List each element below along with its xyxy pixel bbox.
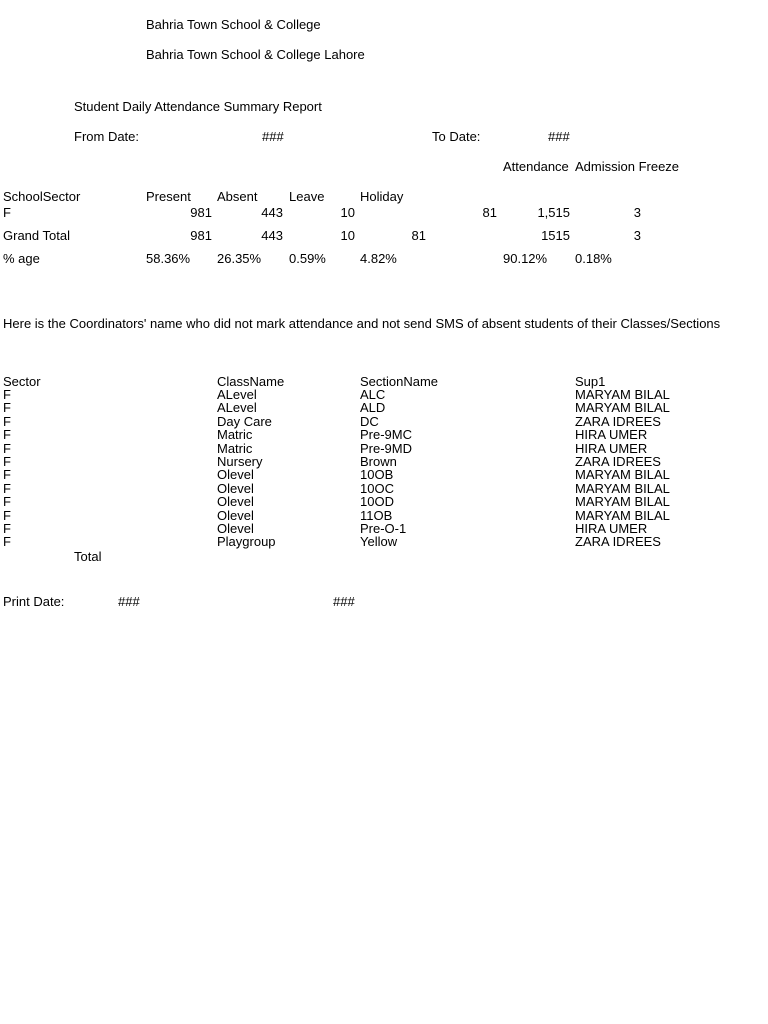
table-row-section-name: ALC: [360, 387, 386, 402]
grand-total-present: 981: [190, 228, 212, 243]
table-row-sector: F: [3, 387, 11, 402]
report-title: Student Daily Attendance Summary Report: [74, 99, 322, 114]
row-f-attendance: 1,515: [537, 205, 570, 220]
col-present: Present: [146, 189, 191, 204]
table-row-sup1: ZARA IDREES: [575, 413, 661, 429]
table-row-sup1: ZARA IDREES: [575, 534, 661, 550]
table-row-sector: F: [3, 427, 11, 443]
grand-total-admission-freeze: 3: [633, 228, 641, 243]
table-row-sup1: ZARA IDREES: [575, 453, 661, 469]
table-row-section-name: 10OB: [360, 467, 394, 483]
table-row-sup1: MARYAM BILAL: [575, 387, 670, 402]
table-row-section-name: 10OD: [360, 494, 394, 510]
table-row-sup1: HIRA UMER: [575, 520, 648, 536]
table-row-sup1: HIRA UMER: [575, 427, 648, 443]
class-name-column: [217, 388, 276, 549]
table-row-section-name: Pre-9MD: [360, 440, 413, 456]
percent-holiday: 4.82%: [360, 251, 397, 266]
row-f-absent: 443: [261, 205, 283, 220]
grand-total-leave: 10: [340, 228, 355, 243]
table-row-sup1: HIRA UMER: [575, 440, 648, 456]
grand-total-attendance: 1515: [541, 228, 570, 243]
from-date-value: ###: [262, 129, 284, 144]
table-row-sector: F: [3, 520, 11, 536]
table-row-section-name: Yellow: [360, 534, 398, 550]
row-f-label: F: [3, 205, 11, 220]
table-row-class-name: Olevel: [217, 520, 254, 536]
admission-freeze-group-header: Admission Freeze: [575, 159, 680, 174]
percent-attendance: 90.12%: [503, 251, 548, 266]
table-row-section-name: 11OB: [360, 507, 393, 523]
print-date-value: ###: [118, 594, 140, 609]
col-holiday: Holiday: [360, 189, 404, 204]
table-row-section-name: Pre-O-1: [360, 520, 407, 536]
table-row-sup1: MARYAM BILAL: [575, 400, 670, 416]
col-sector: Sector: [3, 374, 41, 389]
table-row-class-name: Olevel: [217, 467, 254, 483]
table-row-sector: F: [3, 467, 11, 483]
row-f-leave: 10: [340, 205, 355, 220]
table-row-class-name: Matric: [217, 440, 253, 456]
table-row-class-name: Playgroup: [217, 534, 276, 550]
percent-present: 58.36%: [146, 251, 191, 266]
grand-total-absent: 443: [261, 228, 283, 243]
table-row-class-name: Olevel: [217, 494, 254, 510]
percent-leave: 0.59%: [289, 251, 326, 266]
table-row-class-name: Matric: [217, 427, 253, 443]
table-row-sector: F: [3, 440, 11, 456]
grand-total-label: Grand Total: [3, 228, 70, 243]
table-row-class-name: Olevel: [217, 507, 254, 523]
col-section-name: SectionName: [360, 374, 439, 389]
from-date-label: From Date:: [74, 129, 140, 144]
col-leave: Leave: [289, 189, 325, 204]
col-absent: Absent: [217, 189, 258, 204]
table-row-section-name: Brown: [360, 453, 397, 469]
col-school-sector: SchoolSector: [3, 189, 81, 204]
print-date-label: Print Date:: [3, 594, 65, 609]
table-row-sup1: MARYAM BILAL: [575, 494, 670, 510]
grand-total-holiday: 81: [411, 228, 426, 243]
table-row-class-name: Day Care: [217, 413, 272, 429]
print-time-value: ###: [333, 594, 355, 609]
table-row-sector: F: [3, 494, 11, 510]
col-sup1: Sup1: [575, 374, 606, 389]
percent-admission-freeze: 0.18%: [575, 251, 612, 266]
section-name-column: [360, 388, 412, 549]
table-row-section-name: 10OC: [360, 480, 394, 496]
percent-absent: 26.35%: [217, 251, 262, 266]
attendance-group-header: Attendance: [503, 159, 569, 174]
table-row-class-name: ALevel: [217, 387, 257, 402]
table-row-section-name: ALD: [360, 400, 386, 416]
table-row-class-name: Olevel: [217, 480, 254, 496]
col-class-name: ClassName: [217, 374, 285, 389]
row-f-holiday: 81: [482, 205, 497, 220]
coordinators-total-label: Total: [74, 549, 102, 564]
to-date-label: To Date:: [432, 129, 481, 144]
table-row-sup1: MARYAM BILAL: [575, 507, 670, 523]
sup1-column: [575, 388, 670, 549]
table-row-class-name: Nursery: [217, 453, 263, 469]
table-row-sector: F: [3, 453, 11, 469]
table-row-sector: F: [3, 480, 11, 496]
to-date-value: ###: [548, 129, 570, 144]
table-row-sector: F: [3, 507, 11, 523]
coordinator-notice: Here is the Coordinators' name who did not mark attendance and not send SMS of absent students of their Classes/Sections: [3, 316, 721, 331]
table-row-sup1: MARYAM BILAL: [575, 480, 670, 496]
row-f-admission-freeze: 3: [633, 205, 641, 220]
table-row-sector: F: [3, 413, 11, 429]
table-row-sector: F: [3, 534, 11, 550]
row-f-present: 981: [190, 205, 212, 220]
percent-label: % age: [3, 251, 40, 266]
table-row-sector: F: [3, 400, 11, 416]
table-row-class-name: ALevel: [217, 400, 257, 416]
school-name: Bahria Town School & College: [146, 17, 321, 32]
table-row-sup1: MARYAM BILAL: [575, 467, 670, 483]
table-row-section-name: Pre-9MC: [360, 427, 413, 443]
sector-column: [3, 388, 11, 549]
campus-name: Bahria Town School & College Lahore: [146, 47, 365, 62]
table-row-section-name: DC: [360, 413, 379, 429]
